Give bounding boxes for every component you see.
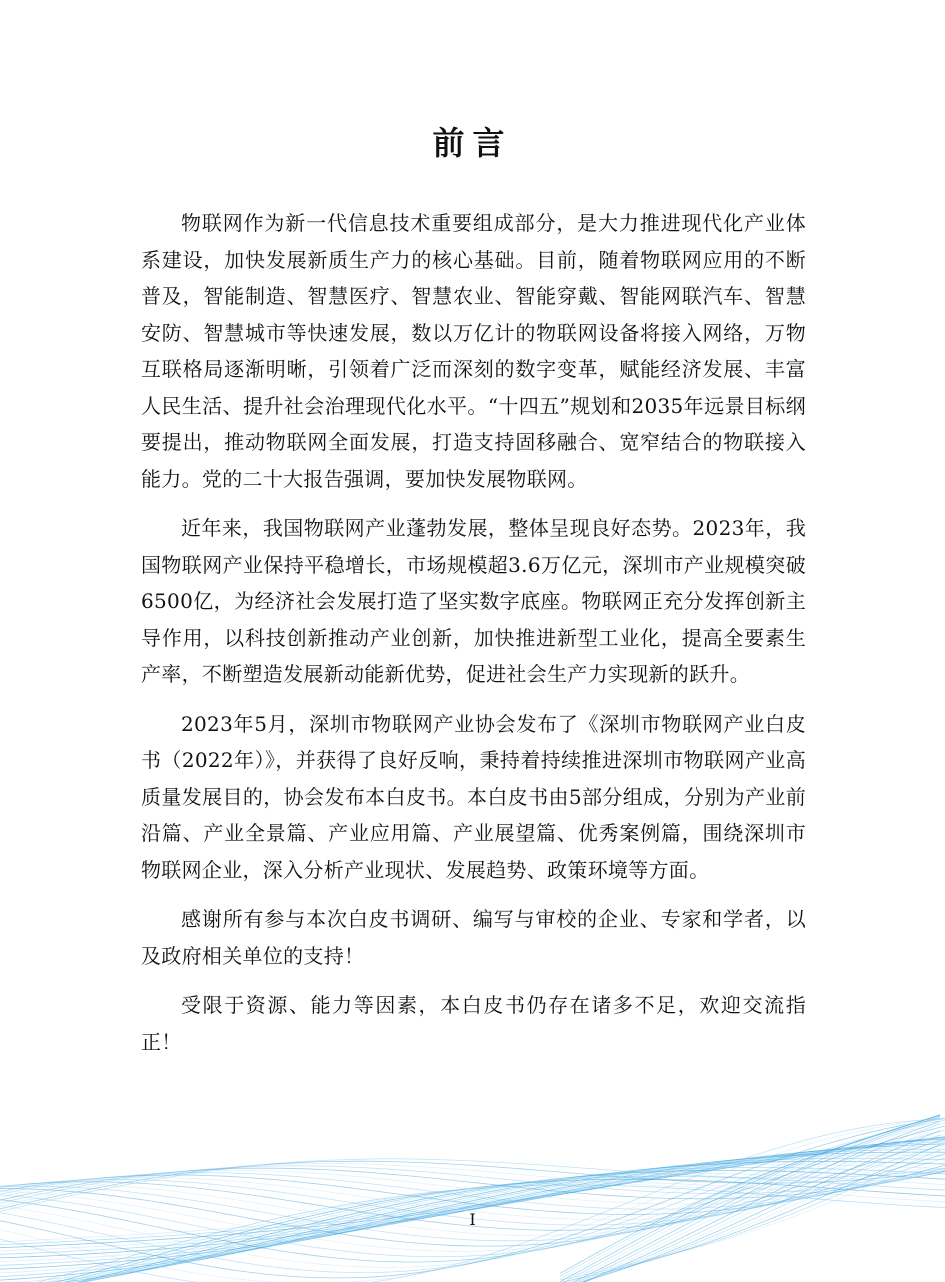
paragraph-industry-status: 近年来，我国物联网产业蓬勃发展，整体呈现良好态势。2023年，我国物联网产业保持平稳增长，市场规模超3.6万亿元，深圳市产业规模突破6500亿，为经济社会发展打造了坚实数字底座。物联网正充分发挥创新主导作用，以科技创新推动产业创新，加快推进新型工业化，提高全要素生产率，不断塑造发展新动能新优势，促进社会生产力实现新的跃升。 — [141, 516, 806, 686]
wave-lines — [0, 1115, 945, 1282]
paragraph-whitepaper-overview: 2023年5月，深圳市物联网产业协会发布了《深圳市物联网产业白皮书（2022年）》，并获得了良好反响，秉持着持续推进深圳市物联网产业高质量发展目的，协会发布本白皮书。本白皮书由5部分组成，分别为产业前沿篇、产业全景篇、产业应用篇、产业展望篇、优秀案例篇，围绕深圳市物联网企业，深入分析产业现状、发展趋势、政策环境等方面。 — [141, 711, 806, 882]
wave-line — [560, 1116, 940, 1282]
wave-line — [0, 1119, 945, 1282]
paragraph-disclaimer: 受限于资源、能力等因素，本白皮书仍存在诸多不足，欢迎交流指正！ — [141, 993, 806, 1054]
page-title: 前言 — [432, 124, 513, 162]
wave-line — [560, 1115, 940, 1274]
body-text — [141, 205, 806, 1073]
wave-decoration — [0, 1092, 945, 1282]
wave-line — [560, 1115, 940, 1281]
paragraph-acknowledgement: 感谢所有参与本次白皮书调研、编写与审校的企业、专家和学者，以及政府相关单位的支持！ — [141, 907, 806, 968]
page-number: I — [469, 1210, 476, 1229]
paragraph-intro: 物联网作为新一代信息技术重要组成部分，是大力推进现代化产业体系建设，加快发展新质生产力的核心基础。目前，随着物联网应用的不断普及，智能制造、智慧医疗、智慧农业、智能穿戴、智能网联汽车、智慧安防、智慧城市等快速发展，数以万亿计的物联网设备将接入网络，万物互联格局逐渐明晰，引领着广泛而深刻的数字变革，赋能经济发展、丰富人民生活、提升社会治理现代化水平。“十四五”规划和2035年远景目标纲要提出，推动物联网全面发展，打造支持固移融合、宽窄结合的物联接入能力。党的二十大报告强调，要加快发展物联网。 — [141, 211, 806, 491]
